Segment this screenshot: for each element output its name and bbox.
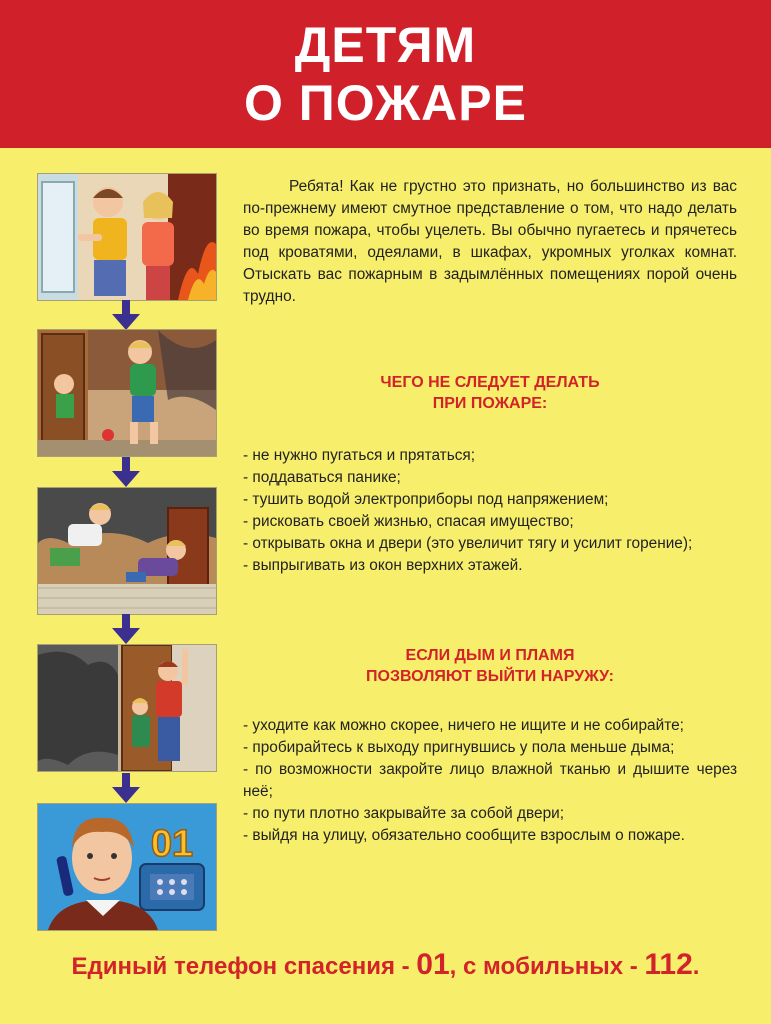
illustration-boy-calling	[37, 803, 217, 931]
arrow-down-icon	[110, 457, 142, 487]
list-item: - не нужно пугаться и прятаться;	[243, 445, 737, 467]
list-item: - выйдя на улицу, обязательно сообщите взрослым о пожаре.	[243, 825, 737, 847]
illustration-children-leaving	[37, 644, 217, 772]
dont-heading-line-1: ЧЕГО НЕ СЛЕДУЕТ ДЕЛАТЬ	[380, 374, 600, 391]
arrow-down-icon	[110, 614, 142, 644]
footer-end: .	[692, 953, 700, 980]
emergency-phone-line	[0, 948, 771, 982]
escape-heading-line-1: ЕСЛИ ДЫМ И ПЛАМЯ	[405, 647, 575, 664]
illustration-children-at-window	[37, 173, 217, 301]
list-item: - уходите как можно скорее, ничего не ищите и не собирайте;	[243, 715, 737, 737]
emergency-number: 01	[416, 948, 450, 981]
list-item: - выпрыгивать из окон верхних этажей.	[243, 555, 737, 577]
title-banner	[0, 0, 771, 148]
phone-number-sign: 01	[150, 823, 194, 865]
illustration-children-crawling	[37, 487, 217, 615]
dont-list	[243, 445, 737, 577]
list-item: - по возможности закройте лицо влажной тканью и дышите через неё;	[243, 759, 737, 803]
dont-heading	[243, 372, 737, 414]
list-item: - открывать окна и двери (это увеличит тягу и усилит горение);	[243, 533, 737, 555]
list-item: - по пути плотно закрывайте за собой двери;	[243, 803, 737, 825]
footer-text-2: , с мобильных -	[449, 953, 645, 980]
arrow-down-icon	[110, 773, 142, 803]
intro-paragraph: Ребята! Как не грустно это признать, но большинство из вас по-прежнему имеют смутное представление о том, что надо делать во время пожара, чтобы уцелеть. Вы обычно пугаетесь и прячетесь под кроватями, одеялами, в шкафах, укромных уголках комнат. Отыскать вас пожарным в задымлённых помещениях порой очень трудно.	[243, 178, 737, 305]
list-item: - рисковать своей жизнью, спасая имущество;	[243, 511, 737, 533]
title-line-2: О ПОЖАРЕ	[244, 75, 527, 131]
mobile-emergency-number: 112	[644, 948, 693, 981]
dont-heading-line-2: ПРИ ПОЖАРЕ:	[432, 395, 548, 412]
escape-heading	[243, 645, 737, 687]
escape-list	[243, 715, 737, 847]
title-line-1: ДЕТЯМ	[294, 17, 477, 73]
escape-heading-line-2: ПОЗВОЛЯЮТ ВЫЙТИ НАРУЖУ:	[366, 668, 614, 685]
illustration-children-hiding	[37, 329, 217, 457]
list-item: - тушить водой электроприборы под напряжением;	[243, 489, 737, 511]
arrow-down-icon	[110, 300, 142, 330]
list-item: - поддаваться панике;	[243, 467, 737, 489]
footer-text-1: Единый телефон спасения -	[71, 953, 417, 980]
list-item: - пробирайтесь к выходу пригнувшись у пола меньше дыма;	[243, 737, 737, 759]
